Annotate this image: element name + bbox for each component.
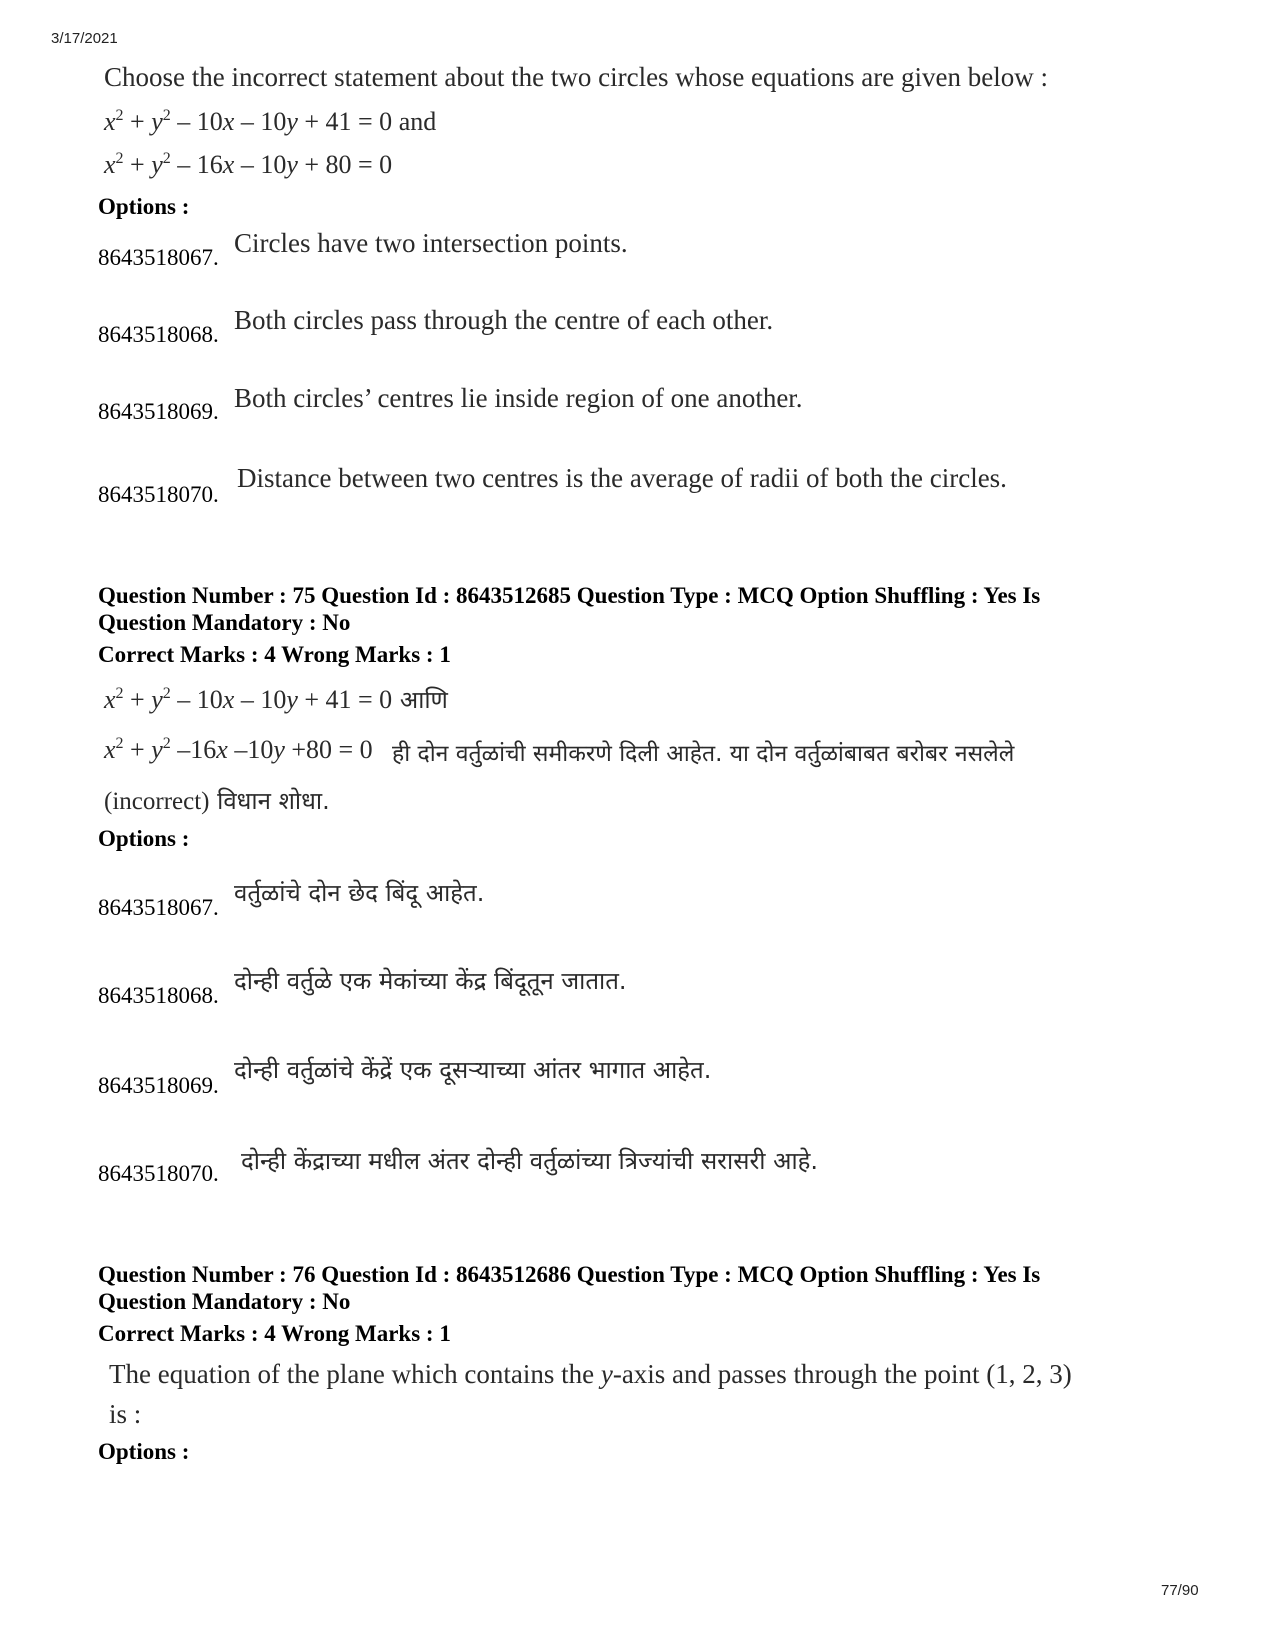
option-text: Both circles pass through the centre of each other. [234, 305, 774, 335]
option-text: दोन्ही वर्तुळांचे केंद्रें एक दूसऱ्याच्या आंतर भागात आहेत. [234, 1056, 712, 1084]
equation-circle-2: $x^2 + y^2 - 16x - 10y + 80 = 0$ [104, 150, 393, 179]
option-id: 8643518067. [98, 895, 219, 920]
option-id: 8643518069. [98, 1073, 219, 1098]
question-stem: The equation of the plane which contains the y-axis and passes through the point (1, 2, 3) [109, 1359, 1072, 1389]
options-label: Options : [98, 826, 190, 851]
print-date: 3/17/2021 [51, 30, 118, 47]
equation-circle-1: $x^2 + y^2 - 10x - 10y + 41 = 0$ आणि [104, 685, 448, 714]
option-text: Distance between two centres is the average of radii of both the circles. [237, 463, 1007, 493]
option-id: 8643518070. [98, 482, 219, 507]
question-stem: Choose the incorrect statement about the two circles whose equations are given below : [104, 62, 1048, 92]
option-id: 8643518067. [98, 245, 219, 270]
equation-circle-2: $x^2 + y^2$ –16x –10y +80 = 0 [104, 735, 373, 764]
option-text: Both circles’ centres lie inside region of one another. [234, 383, 803, 413]
question-meta: Question Mandatory : No [98, 1289, 351, 1314]
equation-circle-1: $x^2 + y^2 - 10x - 10y + 41 = 0$ and [104, 107, 437, 136]
question-meta: Question Number : 76 Question Id : 8643512686 Question Type : MCQ Option Shuffling : Yes Is [98, 1262, 1041, 1287]
question-meta: Question Number : 75 Question Id : 8643512685 Question Type : MCQ Option Shuffling : Yes Is [98, 583, 1041, 608]
page-number: 77/90 [1161, 1582, 1199, 1599]
option-text: वर्तुळांचे दोन छेद बिंदू आहेत. [234, 879, 485, 907]
option-id: 8643518069. [98, 399, 219, 424]
question-marks: Correct Marks : 4 Wrong Marks : 1 [98, 642, 451, 667]
option-text: दोन्ही वर्तुळे एक मेकांच्या केंद्र बिंदूतून जातात. [234, 967, 627, 995]
question-stem: (incorrect) विधान शोधा. [104, 787, 330, 815]
question-marks: Correct Marks : 4 Wrong Marks : 1 [98, 1321, 451, 1346]
option-text: Circles have two intersection points. [234, 228, 628, 258]
question-meta: Question Mandatory : No [98, 610, 351, 635]
question-stem: ही दोन वर्तुळांची समीकरणे दिली आहेत. या दोन वर्तुळांबाबत बरोबर नसलेले [392, 741, 1015, 767]
options-label: Options : [98, 1439, 190, 1464]
question-stem: is : [109, 1399, 142, 1429]
option-id: 8643518068. [98, 322, 219, 347]
option-id: 8643518068. [98, 983, 219, 1008]
options-label: Options : [98, 194, 190, 219]
option-text: दोन्ही केंद्राच्या मधील अंतर दोन्ही वर्तुळांच्या त्रिज्यांची सरासरी आहे. [241, 1147, 819, 1175]
option-id: 8643518070. [98, 1161, 219, 1186]
